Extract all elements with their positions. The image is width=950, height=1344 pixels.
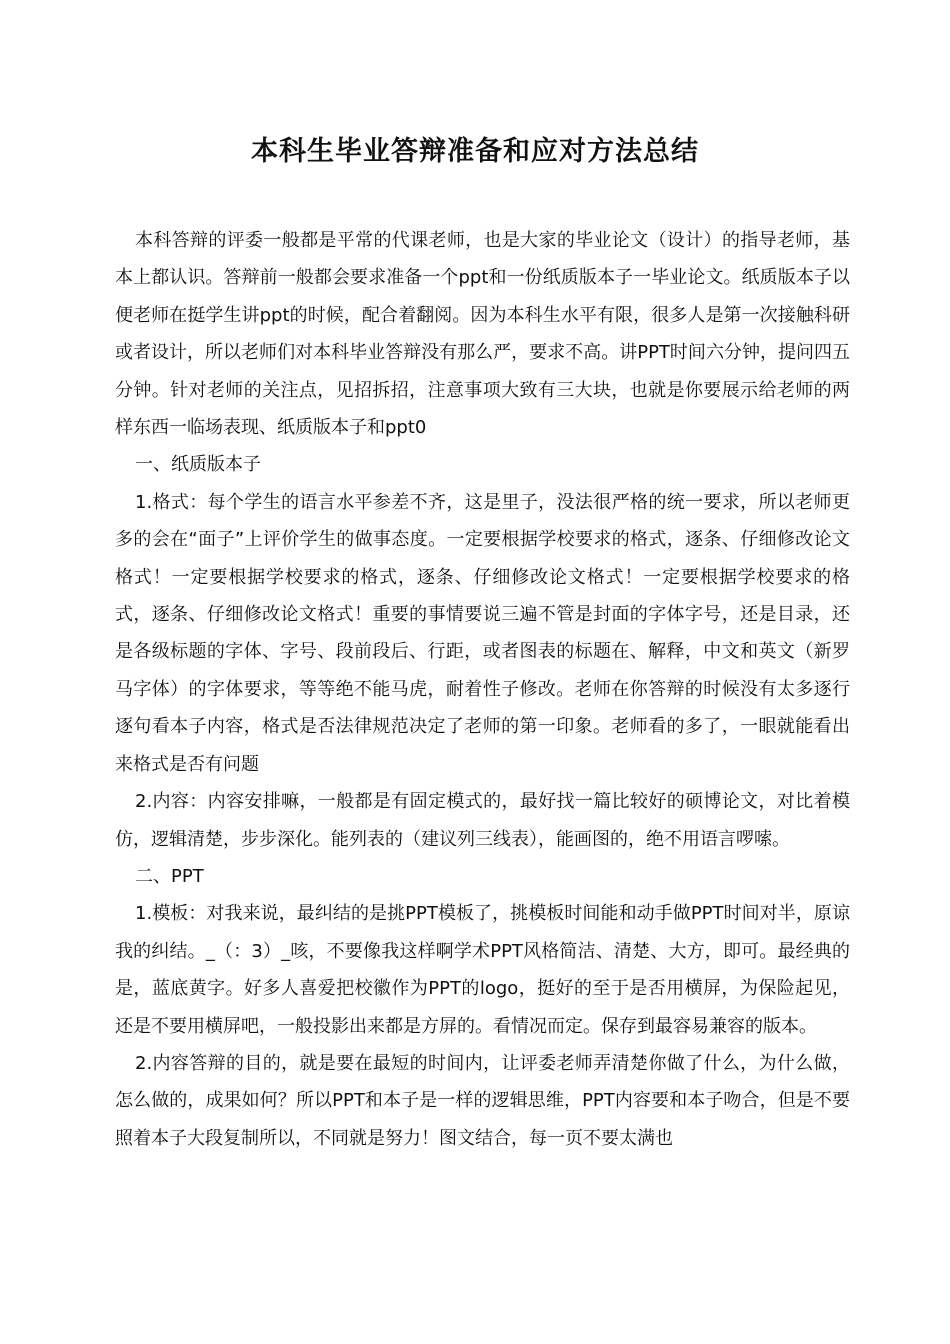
intro-paragraph: 本科答辩的评委一般都是平常的代课老师，也是大家的毕业论文（设计）的指导老师，基本上都认识。答辩前一般都会要求准备一个ppt和一份纸质版本子一毕业论文。纸质版本子以便老师在挺学生讲ppt的时候，配合着翻阅。因为本科生水平有限，很多人是第一次接触科研或者设计，所以老师们对本科毕业答辩没有那么严，要求不高。讲PPT时间六分钟，提问四五分钟。针对老师的关注点，见招拆招，注意事项大致有三大块，也就是你要展示给老师的两样东西一临场表现、纸质版本子和ppt0 (115, 230, 850, 439)
section-heading-paper-copy: 一、纸质版本子 (135, 454, 261, 476)
section-heading-ppt: 二、PPT (135, 865, 204, 887)
format-paragraph: 1.格式：每个学生的语言水平参差不齐，这是里子，没法很严格的统一要求，所以老师更多的会在“面子”上评价学生的做事态度。一定要根据学校要求的格式，逐条、仔细修改论文格式！一定要根据学校要求的格式，逐条、仔细修改论文格式！一定要根据学校要求的格式，逐条、仔细修改论文格式！重要的事情要说三遍不管是封面的字体字号，还是目录，还是各级标题的字体、字号、段前段后、行距，或者图表的标题在、解释，中文和英文（新罗马字体）的字体要求，等等绝不能马虎，耐着性子修改。老师在你答辩的时候没有太多逐行逐句看本子内容，格式是否法律规范决定了老师的第一印象。老师看的多了，一眼就能看出来格式是否有问题 (115, 491, 850, 775)
ppt-content-paragraph: 2.内容答辩的目的，就是要在最短的时间内，让评委老师弄清楚你做了什么，为什么做，怎么做的，成果如何？所以PPT和本子是一样的逻辑思维，PPT内容要和本子吻合，但是不要照着本子大段复制所以，不同就是努力！图文结合，每一页不要太满也 (115, 1052, 850, 1149)
document-body (115, 222, 850, 1157)
template-paragraph: 1.模板：对我来说，最纠结的是挑PPT模板了，挑模板时间能和动手做PPT时间对半，原谅我的纠结。_（：3）_咳，不要像我这样啊学术PPT风格简洁、清楚、大方，即可。最经典的是，蓝底黄字。好多人喜爱把校徽作为PPT的logo，挺好的至于是否用横屏，为保险起见，还是不要用横屏吧，一般投影出来都是方屏的。看情况而定。保存到最容易兼容的版本。 (115, 903, 850, 1037)
content-paragraph: 2.内容：内容安排嘛，一般都是有固定模式的，最好找一篇比较好的硕博论文，对比着模仿，逻辑清楚，步步深化。能列表的（建议列三线表），能画图的，绝不用语言啰嗦。 (115, 791, 850, 850)
document-title: 本科生毕业答辩准备和应对方法总结 (251, 136, 699, 167)
